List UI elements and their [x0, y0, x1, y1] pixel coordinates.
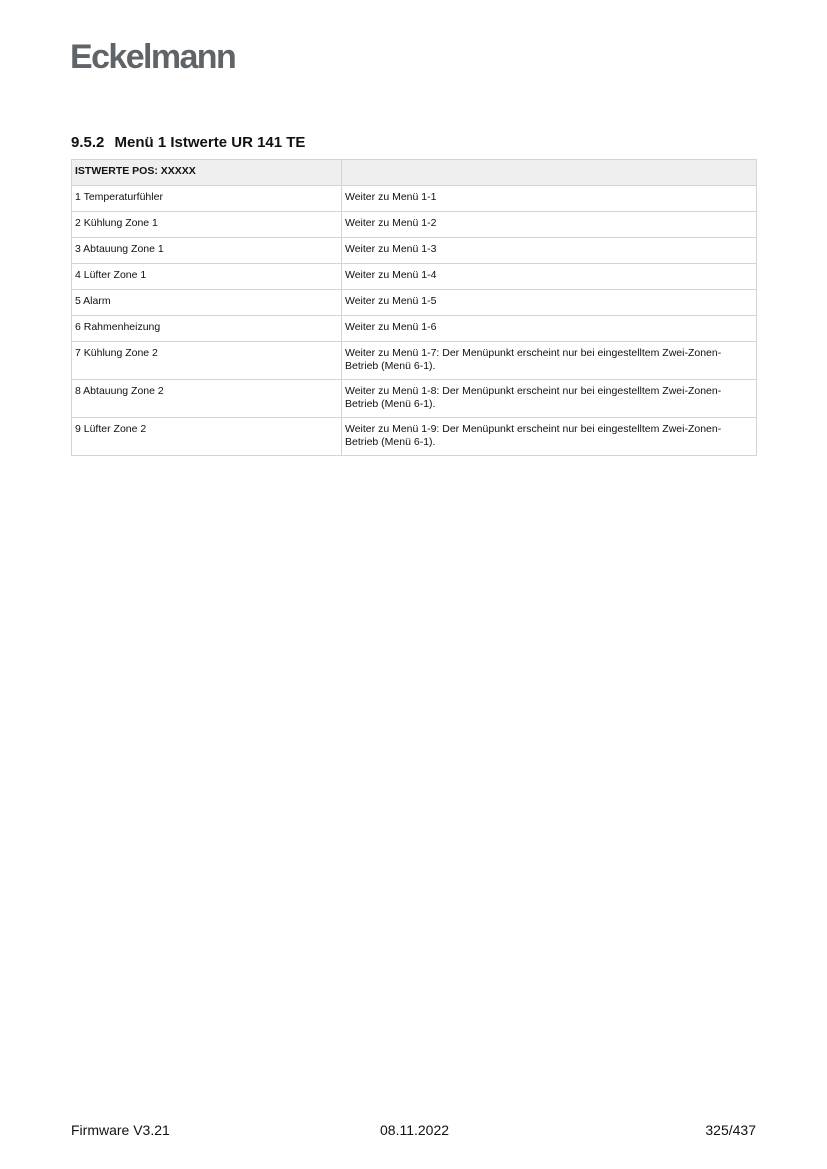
description-cell: Weiter zu Menü 1-8: Der Menüpunkt erscheint nur bei eingestelltem Zwei-Zonen-Betrieb (Menü 6-1). [342, 380, 757, 418]
menu-item-cell: 1 Temperaturfühler [72, 186, 342, 212]
table-row [72, 264, 757, 290]
section-heading [71, 134, 305, 151]
table-row [72, 316, 757, 342]
footer-page-number: 325/437 [705, 1122, 756, 1138]
table-row [72, 290, 757, 316]
menu-table [71, 159, 757, 456]
section-number: 9.5.2 [71, 134, 105, 151]
description-cell: Weiter zu Menü 1-9: Der Menüpunkt erscheint nur bei eingestelltem Zwei-Zonen-Betrieb (Menü 6-1). [342, 418, 757, 456]
description-cell: Weiter zu Menü 1-4 [342, 264, 757, 290]
table-header-row [72, 160, 757, 186]
menu-item-cell: 6 Rahmenheizung [72, 316, 342, 342]
footer-firmware-version: Firmware V3.21 [71, 1122, 170, 1138]
description-cell: Weiter zu Menü 1-6 [342, 316, 757, 342]
menu-item-cell: 5 Alarm [72, 290, 342, 316]
table-row [72, 418, 757, 456]
description-cell: Weiter zu Menü 1-1 [342, 186, 757, 212]
menu-item-cell: 3 Abtauung Zone 1 [72, 238, 342, 264]
description-cell: Weiter zu Menü 1-3 [342, 238, 757, 264]
table-row [72, 212, 757, 238]
menu-item-cell: 9 Lüfter Zone 2 [72, 418, 342, 456]
table-row [72, 186, 757, 212]
table-header-cell: ISTWERTE POS: XXXXX [72, 160, 342, 186]
table-header-cell [342, 160, 757, 186]
menu-item-cell: 4 Lüfter Zone 1 [72, 264, 342, 290]
footer-date: 08.11.2022 [380, 1122, 450, 1138]
company-logo: Eckelmann [70, 38, 236, 76]
section-title: Menü 1 Istwerte UR 141 TE [114, 134, 306, 151]
menu-item-cell: 2 Kühlung Zone 1 [72, 212, 342, 238]
description-cell: Weiter zu Menü 1-5 [342, 290, 757, 316]
table-row [72, 342, 757, 380]
table-row [72, 380, 757, 418]
menu-item-cell: 7 Kühlung Zone 2 [72, 342, 342, 380]
table-row [72, 238, 757, 264]
description-cell: Weiter zu Menü 1-7: Der Menüpunkt erscheint nur bei eingestelltem Zwei-Zonen-Betrieb (Menü 6-1). [342, 342, 757, 380]
menu-item-cell: 8 Abtauung Zone 2 [72, 380, 342, 418]
description-cell: Weiter zu Menü 1-2 [342, 212, 757, 238]
